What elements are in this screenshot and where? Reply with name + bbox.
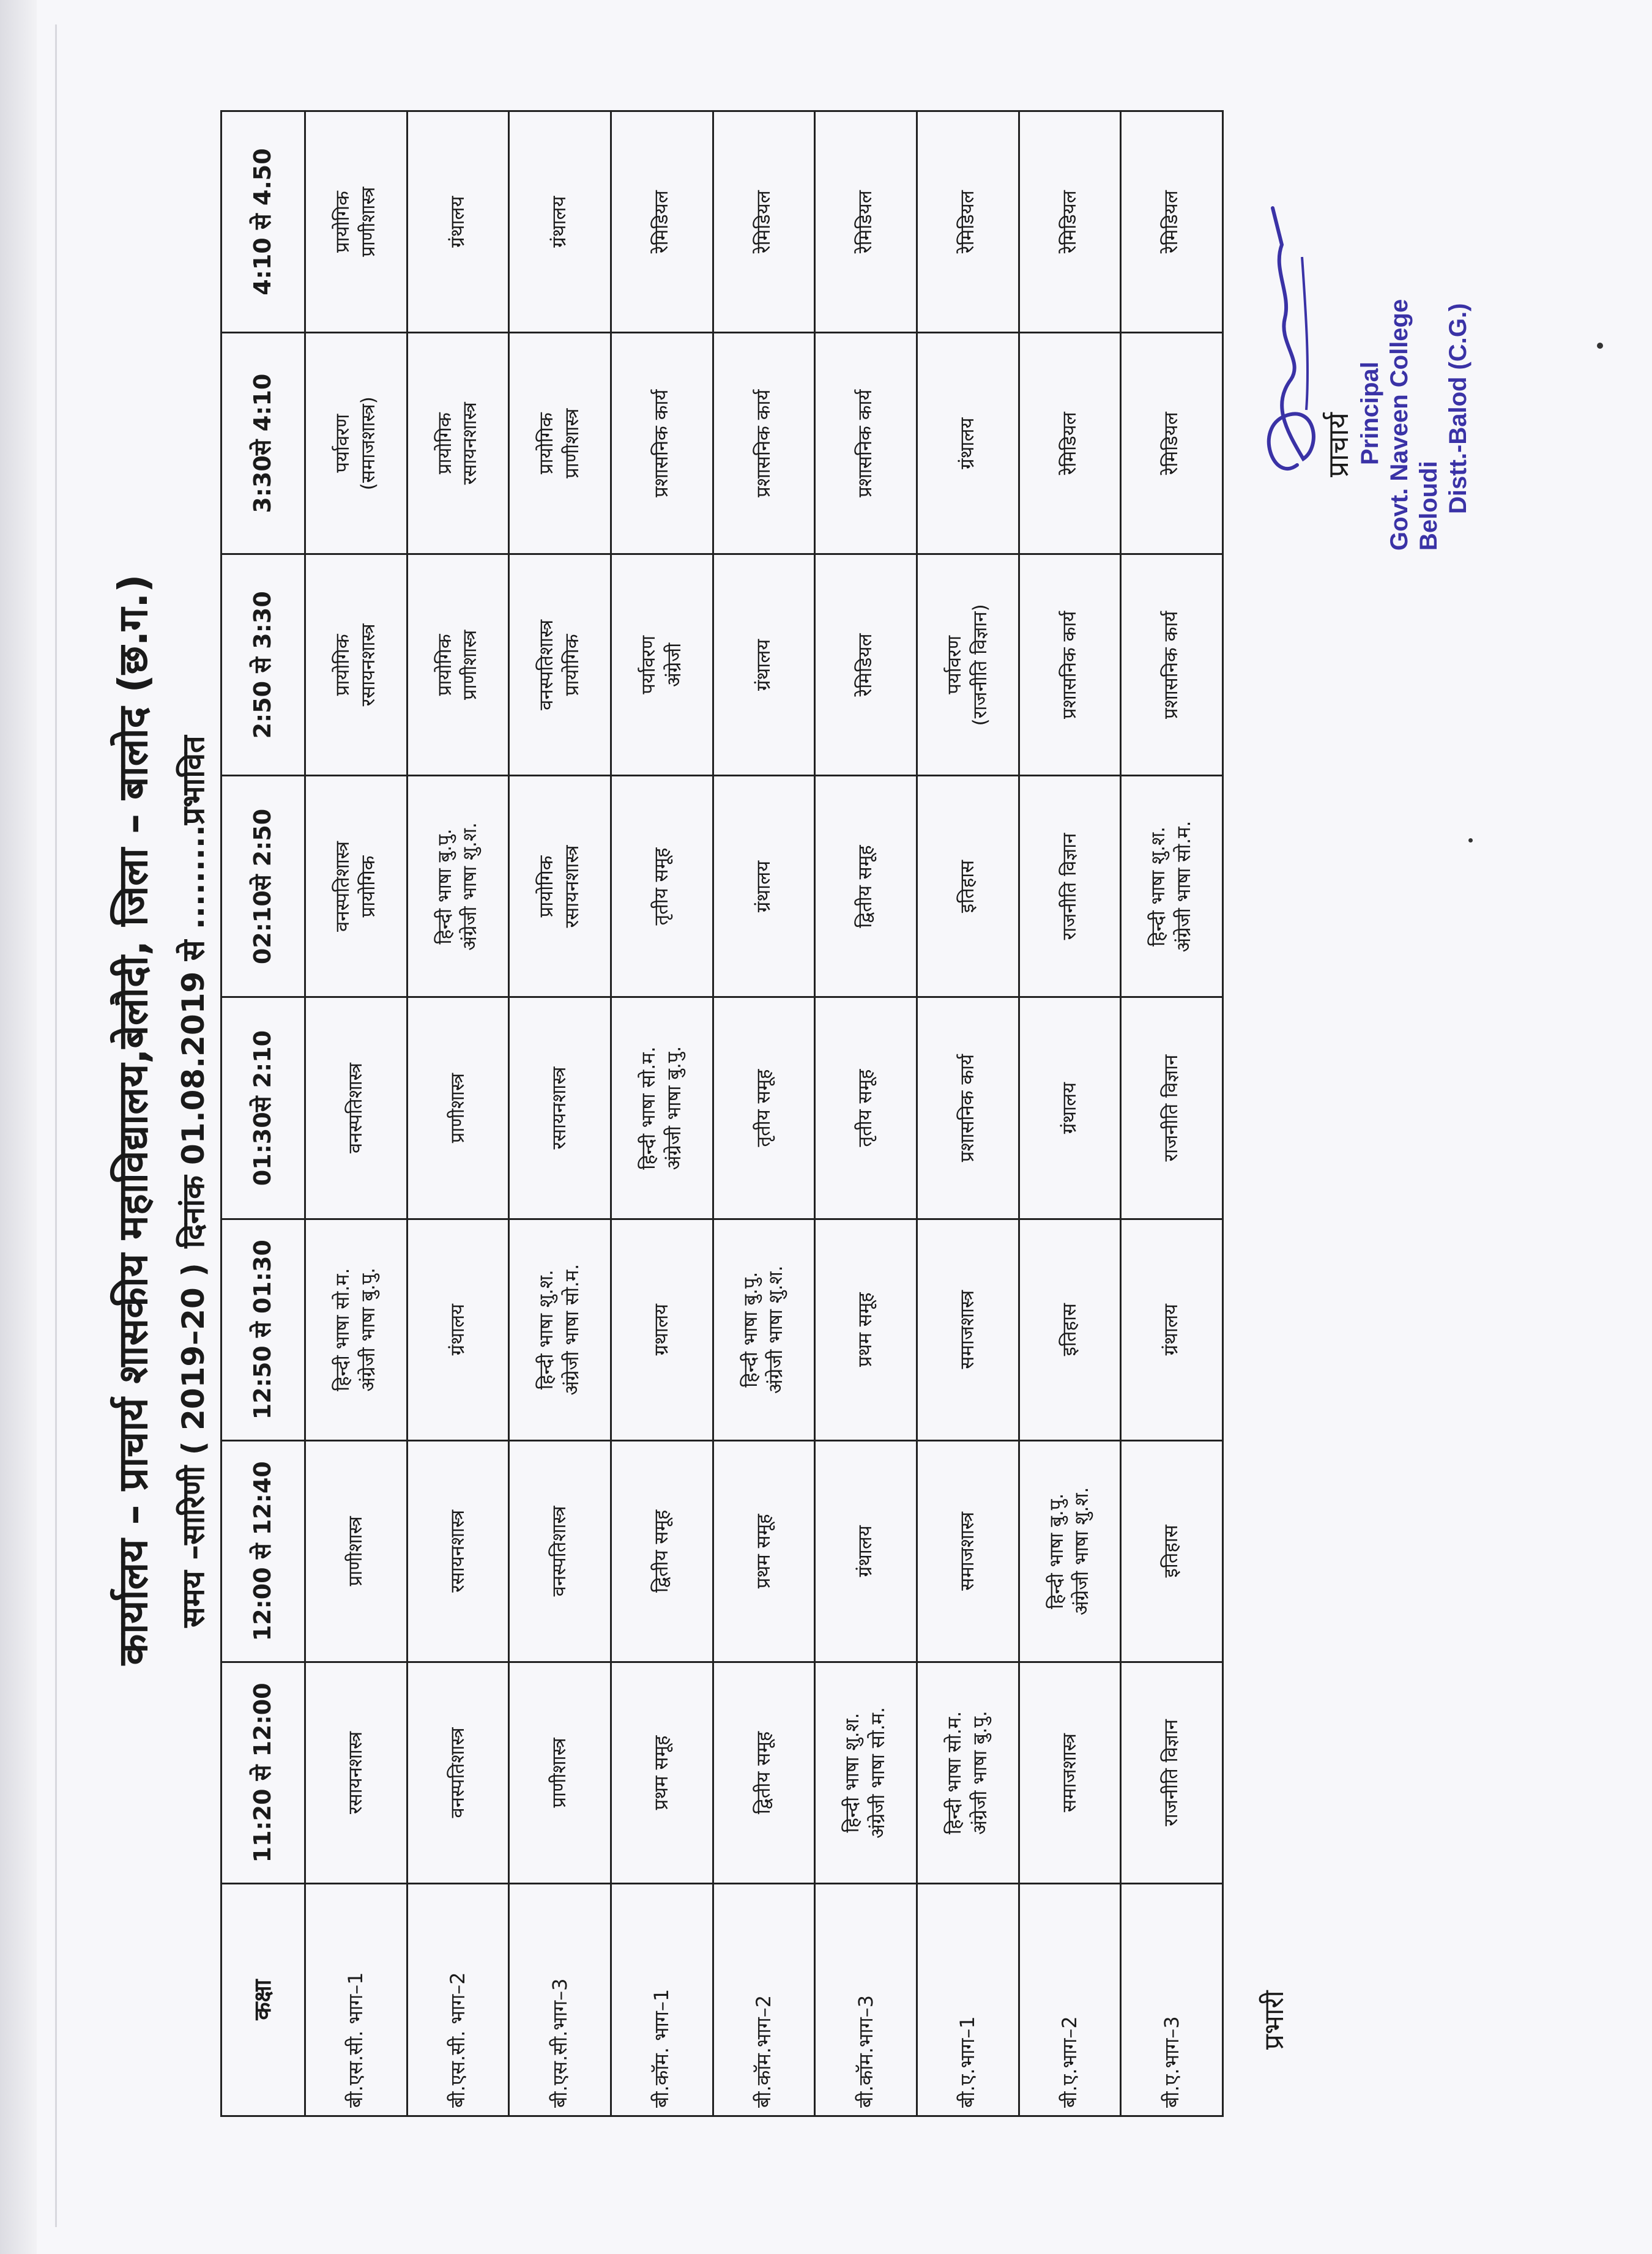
period-cell [815, 1219, 917, 1440]
period-cell [509, 1662, 611, 1883]
period-cell [917, 997, 1019, 1219]
subject-text: तृतीय समूह [650, 847, 672, 926]
period-cell [407, 997, 509, 1219]
subject-text: रेमिडियल [854, 190, 877, 253]
subject-text: हिन्दी भाषा सो.म. [637, 1046, 660, 1170]
subject-text: प्रायोगिक [535, 855, 558, 918]
period-cell [815, 554, 917, 776]
stamp-line-3: Distt.-Balod (C.G.) [1445, 303, 1472, 514]
subject-text: (राजनीति विज्ञान) [969, 604, 991, 726]
period-cell [1121, 111, 1223, 333]
subject-text: अंग्रेजी भाषा सो.म. [1173, 820, 1196, 953]
subject-text: राजनीति विज्ञान [1160, 1054, 1183, 1162]
period-cell [815, 111, 917, 333]
period-cell [407, 333, 509, 554]
period-cell [611, 997, 713, 1219]
subject-text: प्राणीशास्त्र [459, 630, 482, 701]
subject-text: हिन्दी भाषा बु.पु. [433, 828, 456, 945]
subject-text: प्राणीशास्त्र [548, 1738, 571, 1808]
subject-text: प्रायोगिक [535, 412, 558, 475]
header-row [221, 111, 305, 2116]
period-cell [1019, 997, 1121, 1219]
subject-text: इतिहास [1160, 1525, 1183, 1578]
incharge-label: प्रभारी [1259, 1990, 1290, 2050]
subject-text: प्रायोगिक [357, 855, 379, 918]
period-cell [509, 554, 611, 776]
column-header-period-6: 2:50 से 3:30 [221, 554, 305, 776]
subject-text: प्रशासनिक कार्य [1160, 611, 1183, 720]
subject-text: प्रथम समूह [650, 1735, 672, 1810]
period-cell [305, 1219, 407, 1440]
subject-text: अंग्रेजी भाषा बु.पु. [357, 1267, 379, 1392]
subject-text: प्रथम समूह [752, 1514, 775, 1589]
period-cell [305, 997, 407, 1219]
period-cell [1019, 554, 1121, 776]
class-name-cell: बी.ए.भाग–3 [1121, 1884, 1223, 2116]
subject-text: हिन्दी भाषा सो.म. [943, 1711, 966, 1835]
class-name-cell: बी.एस.सी. भाग–2 [407, 1884, 509, 2116]
class-name-cell: बी.ए.भाग–2 [1019, 1884, 1121, 2116]
subject-text: राजनीति विज्ञान [1160, 1719, 1183, 1826]
subject-text: अंग्रेजी भाषा बु.पु. [663, 1046, 685, 1170]
subject-text: हिन्दी भाषा सो.म. [331, 1268, 354, 1391]
scan-speck [1597, 343, 1603, 349]
class-name-cell: बी.कॉम.भाग–3 [815, 1884, 917, 2116]
subject-text: इतिहास [956, 860, 978, 913]
period-cell [407, 1219, 509, 1440]
subject-text: (समाजशास्त्र) [357, 396, 379, 491]
subject-text: द्वितीय समूह [650, 1509, 672, 1593]
period-cell [305, 333, 407, 554]
subject-text: ग्रंथालय [752, 639, 775, 691]
subject-text: रसायनशास्त्र [561, 845, 584, 928]
timetable-sheet [104, 98, 1481, 2117]
period-cell [407, 554, 509, 776]
subject-text: प्रायोगिक [433, 634, 456, 696]
subject-text: वनस्पतिशास्त्र [344, 1063, 366, 1154]
subject-text: हिन्दी भाषा शु.श. [841, 1713, 864, 1833]
period-cell [1121, 776, 1223, 997]
subject-text: रेमिडियल [752, 190, 775, 253]
period-cell [917, 1219, 1019, 1440]
table-row [713, 111, 815, 2116]
subject-text: पर्यावरण [943, 635, 966, 694]
period-cell [611, 554, 713, 776]
subject-text: रसायनशास्त्र [459, 402, 482, 485]
column-header-period-7: 3:30से 4:10 [221, 333, 305, 554]
period-cell [509, 1219, 611, 1440]
subject-text: प्राणीशास्त्र [446, 1073, 469, 1144]
period-cell [713, 997, 815, 1219]
period-cell [917, 776, 1019, 997]
period-cell [509, 1440, 611, 1662]
period-cell [917, 111, 1019, 333]
session-subtitle: समय –सारिणी ( 2019–20 ) [176, 1262, 211, 1627]
stamp-line-1: Principal [1356, 362, 1384, 465]
table-row [407, 111, 509, 2116]
stamp-line-2: Govt. Naveen College Beloudi [1386, 299, 1443, 551]
column-header-period-8: 4:10 से 4.50 [221, 111, 305, 333]
scan-speck [1468, 838, 1473, 842]
period-cell [611, 1219, 713, 1440]
subject-text: प्रायोगिक [561, 634, 584, 696]
timetable-body [305, 111, 1223, 2116]
subject-text: तृतीय समूह [854, 1069, 877, 1147]
subject-text: ग्रंथालय [446, 1304, 469, 1356]
document-title: कार्यालय – प्राचार्य शासकीय महाविद्यालय,बेलौदी, जिला – बालोद (छ.ग.) [110, 574, 157, 1665]
subject-text: प्रशासनिक कार्य [956, 1054, 978, 1162]
period-cell [1121, 997, 1223, 1219]
subject-text: प्राणीशास्त्र [357, 187, 379, 257]
subject-text: रेमिडियल [1160, 190, 1183, 253]
period-cell [611, 1662, 713, 1883]
subject-text: रेमिडियल [1058, 190, 1081, 253]
period-cell [1019, 1219, 1121, 1440]
subject-text: अंग्रेजी भाषा शु.श. [1071, 1487, 1093, 1616]
period-cell [1019, 111, 1121, 333]
period-cell [917, 1440, 1019, 1662]
subject-text: प्रशासनिक कार्य [650, 389, 672, 497]
subject-text: प्राणीशास्त्र [561, 408, 584, 478]
subject-text: प्रशासनिक कार्य [1058, 611, 1081, 720]
period-cell [407, 1440, 509, 1662]
column-header-period-3: 12:50 से 01:30 [221, 1219, 305, 1440]
period-cell [305, 554, 407, 776]
period-cell [611, 776, 713, 997]
subject-text: प्रथम समूह [854, 1292, 877, 1367]
period-cell [713, 1440, 815, 1662]
period-cell [815, 333, 917, 554]
table-row [815, 111, 917, 2116]
period-cell [815, 776, 917, 997]
principal-signature [1248, 184, 1328, 502]
table-row [509, 111, 611, 2116]
period-cell [1019, 776, 1121, 997]
subject-text: ग्रंथालय [854, 1525, 877, 1577]
subject-text: अंग्रेजी भाषा शु.श. [459, 822, 482, 951]
subject-text: इतिहास [1058, 1303, 1081, 1356]
timetable-table [220, 110, 1224, 2117]
period-cell [713, 554, 815, 776]
period-cell [305, 1440, 407, 1662]
subject-text: रसायनशास्त्र [344, 1731, 366, 1815]
period-cell [917, 333, 1019, 554]
period-cell [1121, 1662, 1223, 1883]
subject-text: द्वितीय समूह [752, 1731, 775, 1815]
subject-text: प्रायोगिक [331, 634, 354, 696]
period-cell [611, 1440, 713, 1662]
subject-text: हिन्दी भाषा बु.पु. [1045, 1493, 1068, 1609]
subject-text: समाजशास्त्र [1058, 1733, 1081, 1812]
subject-text: वनस्पतिशास्त्र [535, 619, 558, 710]
subject-text: रेमिडियल [650, 190, 672, 253]
period-cell [1019, 1662, 1121, 1883]
period-cell [509, 333, 611, 554]
subject-text: हिन्दी भाषा बु.पु. [739, 1271, 762, 1388]
subject-text: अंग्रेजी भाषा बु.पु. [969, 1711, 991, 1835]
subject-text: ग्रंथालय [1160, 1304, 1183, 1356]
subject-text: अंग्रेजी भाषा सो.म. [561, 1263, 584, 1396]
period-cell [407, 1662, 509, 1883]
subject-text: रसायनशास्त्र [357, 623, 379, 707]
subject-text: ग्रंथालय [752, 860, 775, 913]
subject-text: रेमिडियल [854, 633, 877, 697]
subject-text: वनस्पतिशास्त्र [548, 1506, 571, 1597]
subject-text: ग्रंथालय [446, 196, 469, 248]
class-name-cell: बी.एस.सी. भाग–1 [305, 1884, 407, 2116]
subject-text: ग्रंथालय [956, 417, 978, 469]
period-cell [509, 997, 611, 1219]
period-cell [815, 997, 917, 1219]
period-cell [713, 1662, 815, 1883]
subject-text: राजनीति विज्ञान [1058, 833, 1081, 940]
subject-text: प्रायोगिक [433, 412, 456, 475]
subject-text: प्राणीशास्त्र [344, 1516, 366, 1586]
period-cell [509, 111, 611, 333]
subject-text: अंग्रेजी भाषा शु.श. [765, 1265, 787, 1394]
subject-text: ग्रंथालय [1058, 1082, 1081, 1134]
subject-text: ग्रंथालय [548, 196, 571, 248]
table-row [1121, 111, 1223, 2116]
subject-text: हिन्दी भाषा शु.श. [1147, 826, 1170, 947]
period-cell [1121, 1219, 1223, 1440]
subject-text: हिन्दी भाषा शु.श. [535, 1270, 558, 1390]
subject-text: समाजशास्त्र [956, 1290, 978, 1369]
table-row [611, 111, 713, 2116]
subject-text: रेमिडियल [956, 190, 978, 253]
period-cell [407, 776, 509, 997]
subject-text: वनस्पतिशास्त्र [446, 1727, 469, 1818]
period-cell [1121, 1440, 1223, 1662]
table-row [1019, 111, 1121, 2116]
subject-text: समाजशास्त्र [956, 1511, 978, 1591]
class-name-cell: बी.ए.भाग–1 [917, 1884, 1019, 2116]
period-cell [407, 111, 509, 333]
subject-text: रसायनशास्त्र [548, 1066, 571, 1150]
table-row [305, 111, 407, 2116]
subject-text: प्रशासनिक कार्य [854, 389, 877, 497]
period-cell [1019, 1440, 1121, 1662]
period-cell [1121, 333, 1223, 554]
principal-hindi: प्राचार्य [1322, 412, 1355, 477]
period-cell [815, 1662, 917, 1883]
subject-text: प्रशासनिक कार्य [752, 389, 775, 497]
period-cell [305, 111, 407, 333]
period-cell [611, 333, 713, 554]
period-cell [1121, 554, 1223, 776]
period-cell [917, 554, 1019, 776]
subject-text: रसायनशास्त्र [446, 1509, 469, 1593]
subject-text: द्वितीय समूह [854, 845, 877, 928]
subject-text: पर्यावरण [331, 414, 354, 473]
subject-text: ग्रथालय [650, 1304, 672, 1356]
subject-text: प्रायोगिक [331, 191, 354, 253]
period-cell [917, 1662, 1019, 1883]
period-cell [1019, 333, 1121, 554]
subject-text: पर्यावरण [637, 635, 660, 694]
subject-text: अंग्रेजी [663, 642, 685, 687]
column-header-class: कक्षा [221, 1884, 305, 2116]
period-cell [713, 776, 815, 997]
column-header-period-5: 02:10से 2:50 [221, 776, 305, 997]
class-name-cell: बी.कॉम. भाग–1 [611, 1884, 713, 2116]
period-cell [509, 776, 611, 997]
period-cell [713, 333, 815, 554]
subject-text: वनस्पतिशास्त्र [331, 841, 354, 932]
effective-date: दिनांक 01.08.2019 से .........प्रभावित [176, 735, 211, 1248]
column-header-period-4: 01:30से 2:10 [221, 997, 305, 1219]
period-cell [611, 111, 713, 333]
subject-text: रेमिडियल [1058, 412, 1081, 475]
column-header-period-1: 11:20 से 12:00 [221, 1662, 305, 1883]
class-name-cell: बी.एस.सी.भाग–3 [509, 1884, 611, 2116]
table-row [917, 111, 1019, 2116]
subject-text: रेमिडियल [1160, 412, 1183, 475]
period-cell [713, 1219, 815, 1440]
scan-edge [0, 0, 37, 2254]
column-header-period-2: 12:00 से 12:40 [221, 1440, 305, 1662]
period-cell [815, 1440, 917, 1662]
period-cell [305, 1662, 407, 1883]
subject-text: तृतीय समूह [752, 1069, 775, 1147]
subject-text: अंग्रेजी भाषा सो.म. [867, 1706, 890, 1839]
principal-block [1322, 208, 1473, 551]
period-cell [713, 111, 815, 333]
period-cell [305, 776, 407, 997]
class-name-cell: बी.कॉम.भाग–2 [713, 1884, 815, 2116]
